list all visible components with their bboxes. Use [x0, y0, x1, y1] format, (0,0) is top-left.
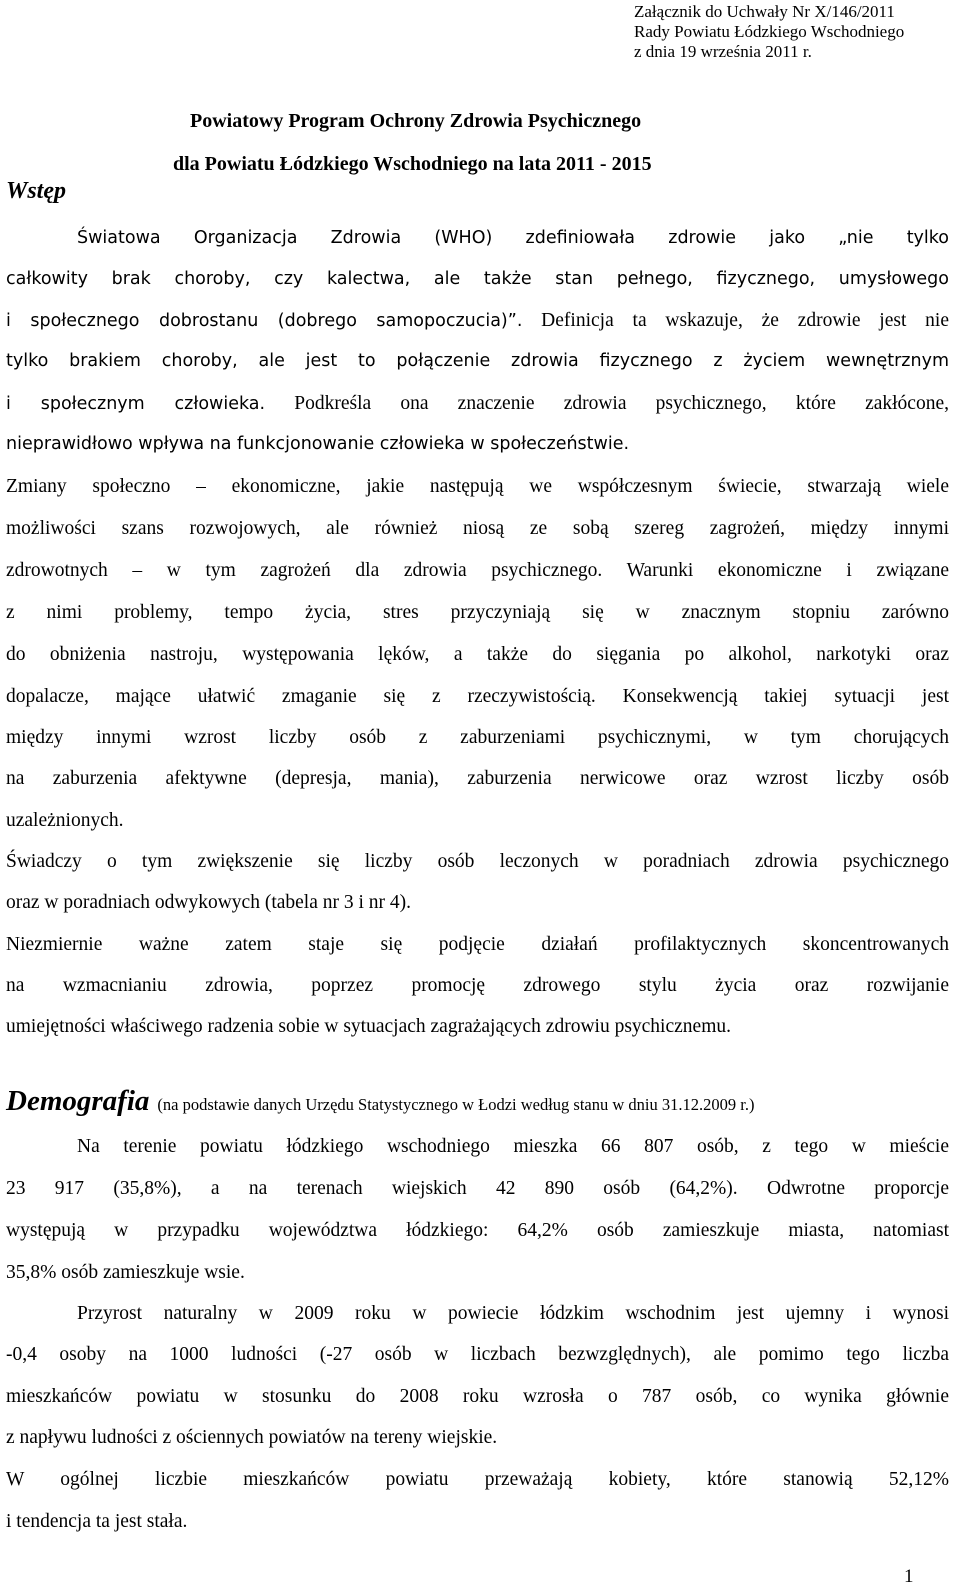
intro-line: z nimi problemy, tempo życia, stres przyczyniają się w znacznym stopniu zarówno	[6, 602, 949, 623]
demography-line: występują w przypadku województwa łódzkiego: 64,2% osób zamieszkuje miasta, natomiast	[6, 1220, 949, 1241]
intro-line: i społecznego dobrostanu (dobrego samopoczucia)”. Definicja ta wskazuje, że zdrowie jest nie	[6, 310, 950, 331]
annex-annotation	[634, 2, 904, 62]
intro-line: nieprawidłowo wpływa na funkcjonowanie człowieka w społeczeństwie.	[6, 434, 630, 454]
demography-line: mieszkańców powiatu w stosunku do 2008 roku wzrosła o 787 osób, co wynika głównie	[6, 1386, 949, 1407]
annex-line-1: Załącznik do Uchwały Nr X/146/2011	[634, 2, 895, 21]
demography-line: -0,4 osoby na 1000 ludności (-27 osób w liczbach bezwzględnych), ale pomimo tego liczba	[6, 1344, 949, 1365]
demography-line: i tendencja ta jest stała.	[6, 1511, 188, 1532]
intro-line: zdrowotnych – w tym zagrożeń dla zdrowia psychicznego. Warunki ekonomiczne i związane	[6, 560, 949, 581]
intro-line: Światowa Organizacja Zdrowia (WHO) zdefiniowała zdrowie jako „nie tylko	[77, 228, 949, 248]
page-number: 1	[904, 1566, 914, 1587]
demography-source-note: (na podstawie danych Urzędu Statystycznego w Łodzi według stanu w dniu 31.12.2009 r.)	[157, 1095, 755, 1114]
demography-line: 23 917 (35,8%), a na terenach wiejskich 42 890 osób (64,2%). Odwrotne proporcje	[6, 1178, 949, 1199]
intro-line: oraz w poradniach odwykowych (tabela nr 3 i nr 4).	[6, 892, 412, 913]
intro-line: tylko brakiem choroby, ale jest to połączenie zdrowia fizycznego z życiem wewnętrznym	[6, 351, 949, 371]
demography-line: z napływu ludności z ościennych powiatów na tereny wiejskie.	[6, 1427, 498, 1448]
intro-line: możliwości szans rozwojowych, ale również niosą ze sobą szereg zagrożeń, między innymi	[6, 518, 949, 539]
document-title: Powiatowy Program Ochrony Zdrowia Psychicznego	[190, 110, 642, 132]
intro-line: Niezmiernie ważne zatem staje się podjęcie działań profilaktycznych skoncentrowanych	[6, 934, 949, 955]
intro-line: i społecznym człowieka. Podkreśla ona znaczenie zdrowia psychicznego, które zakłócone,	[6, 393, 949, 414]
annex-line-3: z dnia 19 września 2011 r.	[634, 42, 812, 61]
intro-line: uzależnionych.	[6, 810, 124, 831]
demography-line: Przyrost naturalny w 2009 roku w powiecie łódzkim wschodnim jest ujemny i wynosi	[77, 1303, 949, 1324]
annex-line-2: Rady Powiatu Łódzkiego Wschodniego	[634, 22, 905, 41]
intro-line: dopalacze, mające ułatwić zmaganie się z rzeczywistością. Konsekwencją takiej sytuacji jest	[6, 686, 949, 707]
intro-line: na wzmacnianiu zdrowia, poprzez promocję zdrowego stylu życia oraz rozwijanie	[6, 975, 949, 996]
intro-line: umiejętności właściwego radzenia sobie w sytuacjach zagrażających zdrowiu psychicznemu.	[6, 1016, 731, 1037]
intro-line: między innymi wzrost liczby osób z zaburzeniami psychicznymi, w tym chorujących	[6, 727, 949, 748]
demography-heading-row	[6, 1085, 754, 1118]
intro-line: na zaburzenia afektywne (depresja, mania), zaburzenia nerwicowe oraz wzrost liczby osób	[6, 768, 949, 789]
intro-line: Zmiany społeczno – ekonomiczne, jakie następują we współczesnym świecie, stwarzają wiele	[6, 476, 949, 497]
intro-line: do obniżenia nastroju, występowania lęków, a także do sięgania po alkohol, narkotyki oraz	[6, 644, 949, 665]
document-subtitle: dla Powiatu Łódzkiego Wschodniego na lata 2011 - 2015	[173, 153, 652, 175]
demography-line: W ogólnej liczbie mieszkańców powiatu przeważają kobiety, które stanowią 52,12%	[6, 1469, 949, 1490]
intro-line: Świadczy o tym zwiększenie się liczby osób leczonych w poradniach zdrowia psychicznego	[6, 851, 949, 872]
section-heading-demography: Demografia	[6, 1085, 150, 1117]
demography-line: Na terenie powiatu łódzkiego wschodniego mieszka 66 807 osób, z tego w mieście	[77, 1136, 949, 1157]
demography-line: 35,8% osób zamieszkuje wsie.	[6, 1262, 245, 1283]
intro-line: całkowity brak choroby, czy kalectwa, ale także stan pełnego, fizycznego, umysłowego	[6, 269, 949, 289]
section-heading-intro: Wstęp	[6, 178, 66, 204]
